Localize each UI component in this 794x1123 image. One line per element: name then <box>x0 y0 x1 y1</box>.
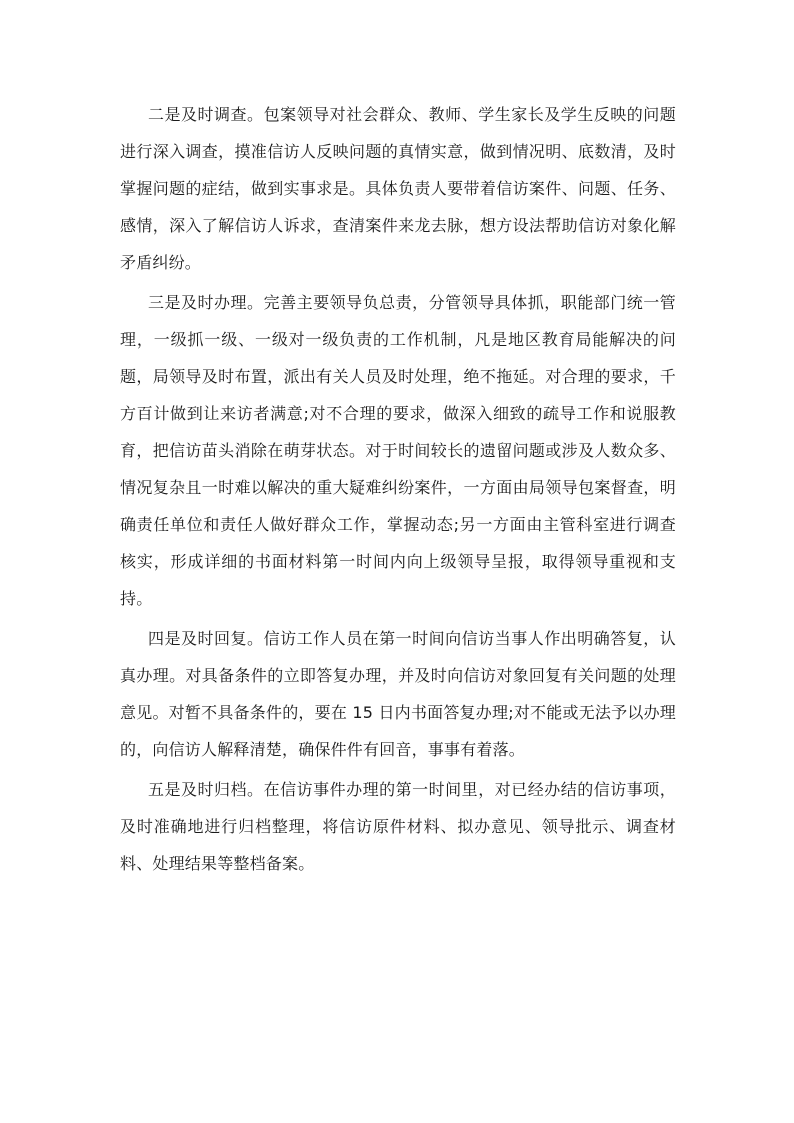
paragraph-archiving: 五是及时归档。在信访事件办理的第一时间里，对已经办结的信访事项，及时准确地进行归档整理，将信访原件材料、拟办意见、领导批示、调查材料、处理结果等整档备案。 <box>120 780 676 873</box>
document-body <box>120 96 676 885</box>
paragraph-handling: 三是及时办理。完善主要领导负总责，分管领导具体抓，职能部门统一管理，一级抓一级、一级对一级负责的工作机制，凡是地区教育局能解决的问题，局领导及时布置，派出有关人员及时处理，绝不拖延。对合理的要求，千方百计做到让来访者满意;对不合理的要求，做深入细致的疏导工作和说服教育，把信访苗头消除在萌芽状态。对于时间较长的遗留问题或涉及人数众多、情况复杂且一时难以解决的重大疑难纠纷案件，一方面由局领导包案督查，明确责任单位和责任人做好群众工作，掌握动态;另一方面由主管科室进行调查核实，形成详细的书面材料第一时间内向上级领导呈报，取得领导重视和支持。 <box>120 293 676 608</box>
paragraph-investigation: 二是及时调查。包案领导对社会群众、教师、学生家长及学生反映的问题进行深入调查，摸准信访人反映问题的真情实意，做到情况明、底数清，及时掌握问题的症结，做到实事求是。具体负责人要带着信访案件、问题、任务、感情，深入了解信访人诉求，查清案件来龙去脉，想方设法帮助信访对象化解矛盾纠纷。 <box>120 105 676 272</box>
paragraph-reply: 四是及时回复。信访工作人员在第一时间向信访当事人作出明确答复，认真办理。对具备条件的立即答复办理，并及时向信访对象回复有关问题的处理意见。对暂不具备条件的，要在 15 日内书面答复办理;对不能或无法予以办理的，向信访人解释清楚，确保件件有回音，事事有着落。 <box>120 629 676 759</box>
